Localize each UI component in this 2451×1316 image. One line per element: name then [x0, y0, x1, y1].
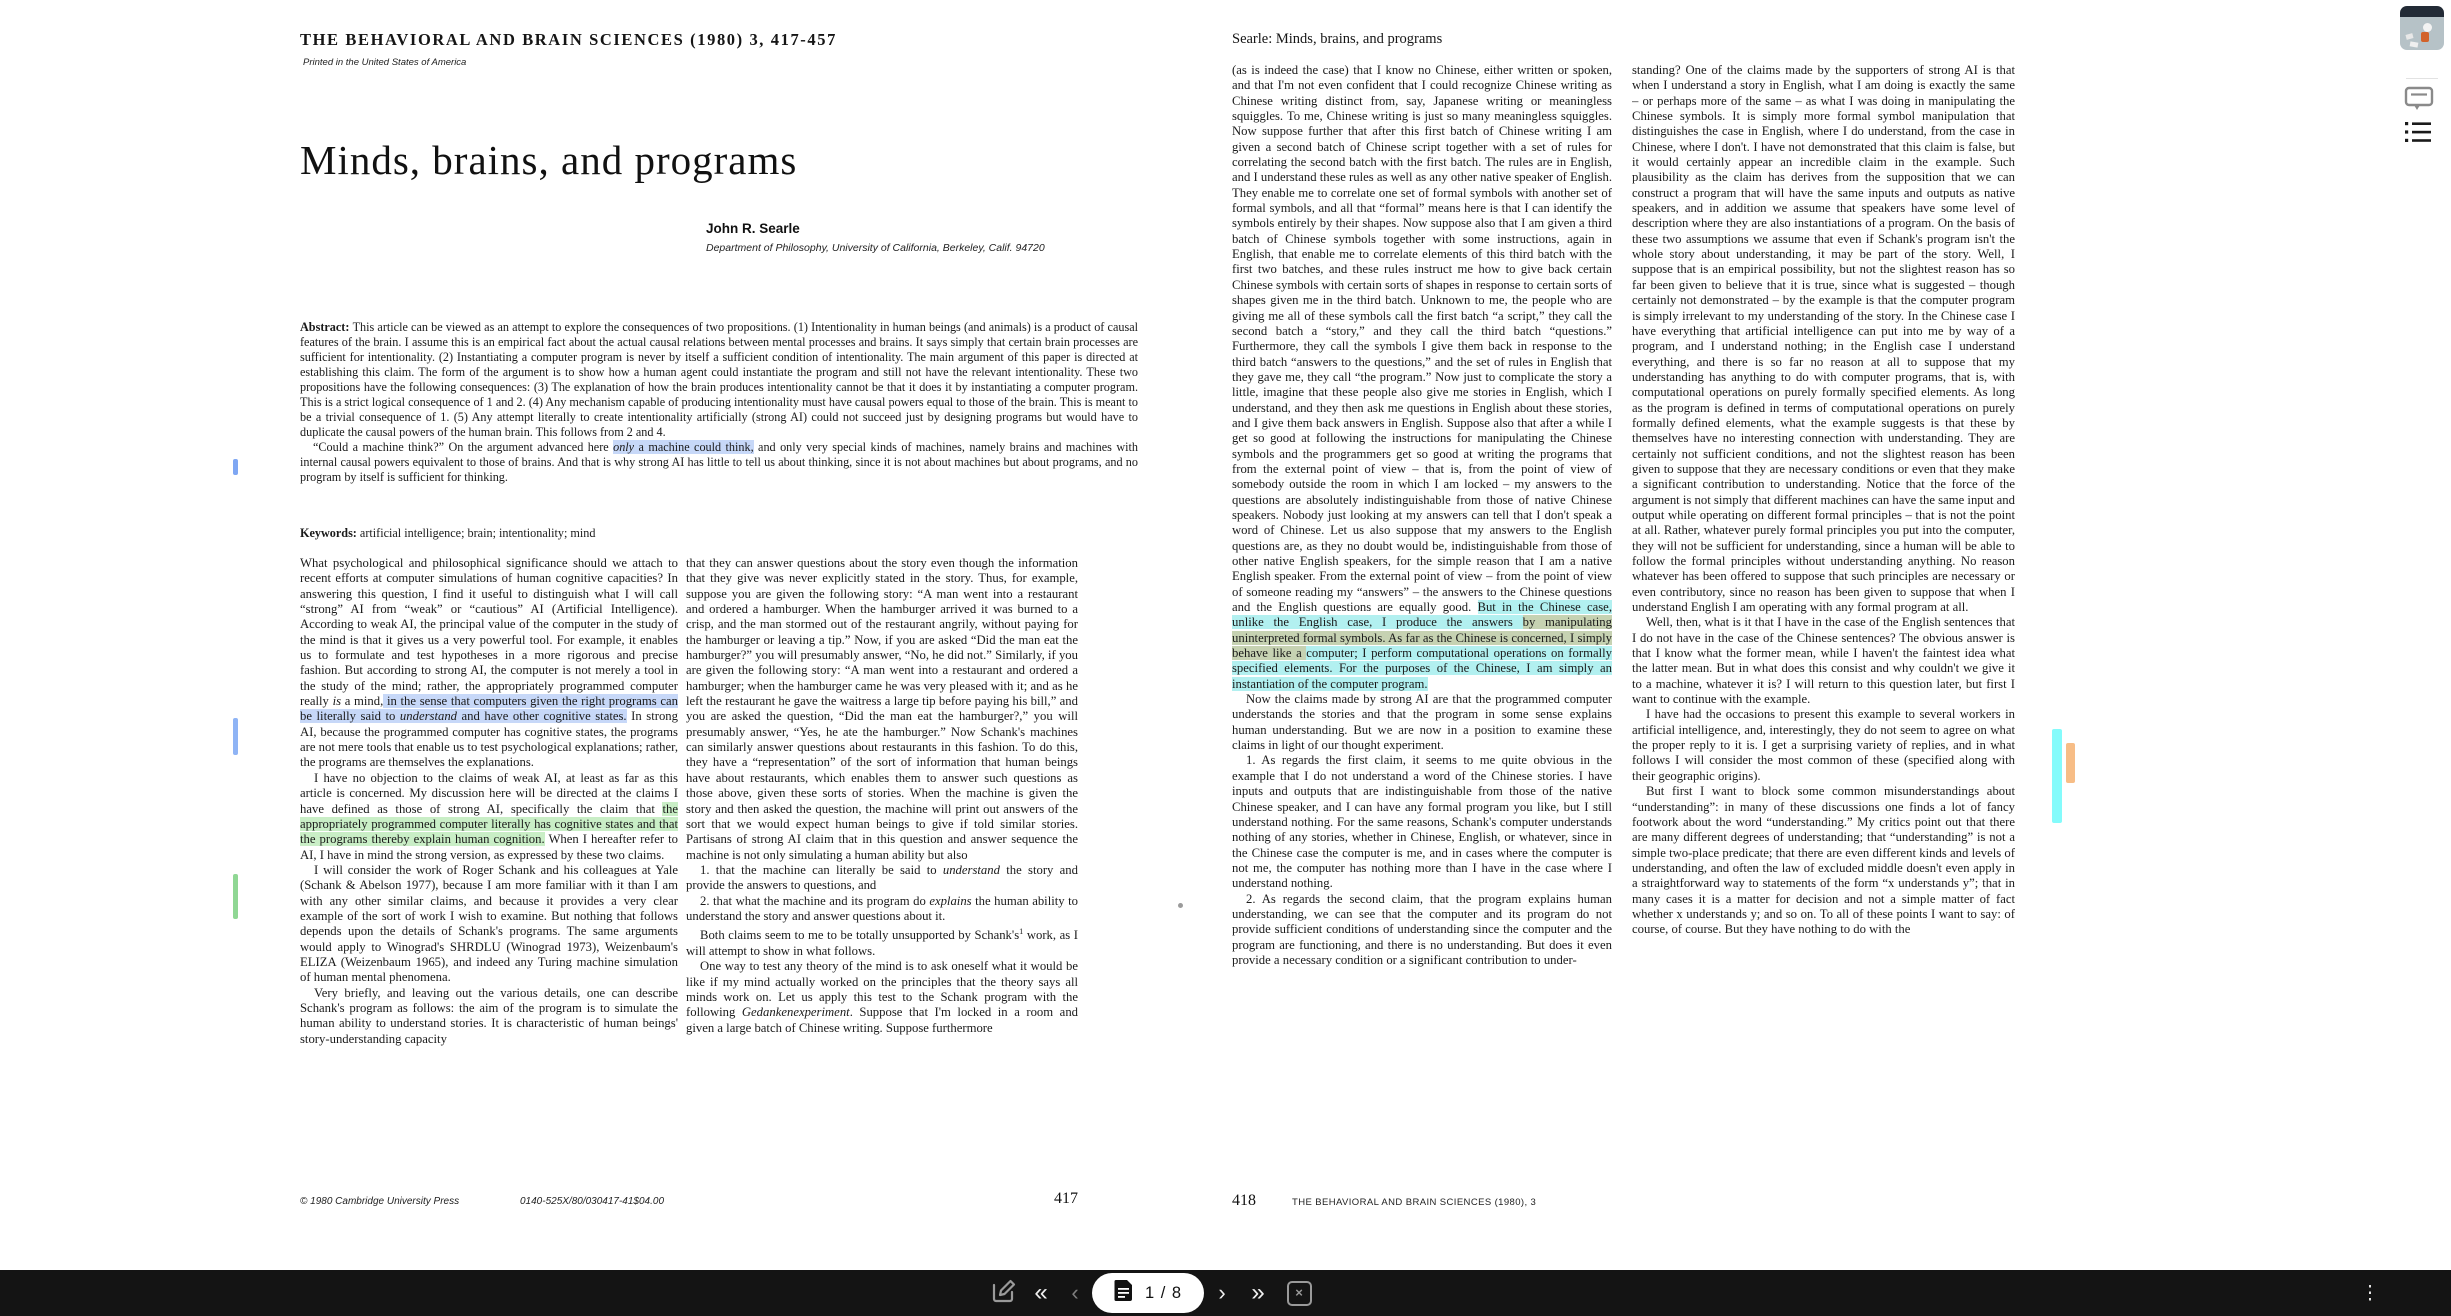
text-segment: I will consider the work of Roger Schank and his colleagues at Yale (Schank & Abelson 1977), because I am more familiar with it than I am with any other similar claims, and because it provides a very clear example of the sort of work I wish to examine. But nothing that follows depends upon the details of Schank's programs. The same arguments would apply to Winograd's SHRDLU (Winograd 1973), Weizenbaum's ELIZA (Weizenbaum 1965), and indeed any Turing machine simulation of human mental phenomena.	[300, 862, 678, 985]
paragraph	[1632, 63, 2015, 615]
highlighted-text[interactable]: computer; I perform computational operations on formally specified elements. For the purposes of the Chinese, I am simply an instantiation of the computer program.	[1232, 646, 1612, 691]
page-title: Minds, brains, and programs	[300, 137, 798, 183]
text-segment: This article can be viewed as an attempt to explore the consequences of two propositions. (1) Intentionality in human beings (and animals) is a product of causal features of the brain. I assume this is an empirical fact about the actual causal relations between mental processes and brains. It says simply that certain brain processes are sufficient for intentionality. (2) Instantiating a computer program is never by itself a sufficient condition of intentionality. The main argument of this paper is directed at establishing this claim. The form of the argument is to show how a human agent could instantiate the program and still not have the relevant intentionality. These two propositions have the following consequences: (3) The explanation of how the brain produces intentionality cannot be that it does it by instantiating a computer program. This is a strict logical consequence of 1 and 2. (4) Any mechanism capable of producing intentionality must have causal powers equal to those of the brain. This is meant to be a trivial consequence of 1. (5) Any attempt literally to create intentionality artificially (strong AI) could not succeed just by designing programs but would have to duplicate the causal powers of the human brain. This follows from 2 and 4.	[300, 320, 1138, 439]
chevron-left-icon: ‹	[1071, 1280, 1079, 1305]
paragraph	[1232, 753, 1612, 891]
text-segment: work, as I will attempt to show in what follows.	[686, 928, 1078, 958]
text-segment: I have had the occasions to present this example to several workers in artificial intelligence, and, interestingly, they do not seem to agree on what the proper reply to it is. I get a surprising variety of replies, and in what follows I will consider the most common of these (specified along with their geographic origins).	[1632, 707, 2015, 783]
annotation-indicator-blue[interactable]	[233, 718, 238, 755]
highlighted-text[interactable]: and have other cognitive states.	[457, 709, 627, 724]
text-segment: One way to test any theory of the mind is to ask oneself what it would be like if my mind actually worked on the principles that the theory says all minds work on. Let us apply this test to the Schank program with the following	[686, 959, 1078, 1020]
text-segment: “Could a machine think?” On the argument advanced here	[313, 440, 614, 454]
thumbnail-paper-scrap	[2405, 33, 2413, 40]
text-segment: . Suppose that I'm locked in a room and given a large batch of Chinese writing. Suppose furthermore	[686, 1005, 1078, 1035]
text-segment: Abstract:	[300, 320, 353, 334]
vertical-dots-icon: ⋮	[2360, 1282, 2380, 1304]
thumbnail-figure-body	[2421, 32, 2429, 42]
outline-list-icon	[2404, 131, 2432, 148]
paragraph	[686, 924, 1078, 959]
text-segment: Now the claims made by strong AI are that the programmed computer understands the stories and that the program in some sense explains human understanding. But we are now in a position to examine these claims in light of our thought experiment.	[1232, 692, 1612, 753]
overflow-menu-button[interactable]	[2352, 1270, 2388, 1316]
left-page-column-1	[300, 556, 678, 1174]
issn-code: 0140-525X/80/030417-41$04.00	[520, 1196, 665, 1207]
text-segment: that they can answer questions about the story even though the information that they give was never explicitly stated in the story. Thus, for example, suppose you are given the following story: “A man went into a restaurant and ordered a hamburger. When the hamburger arrived it was burned to a crisp, and the man stormed out of the restaurant angrily, without paying for the hamburger or leaving a tip.” Now, if you are asked “Did the man eat the hamburger?” you will presumably answer, “No, he did not.” Similarly, if you are given the following story: “A man went into a restaurant and ordered a hamburger; when the hamburger came he was very pleased with it; and as he left the restaurant he gave the waitress a large tip before paying his bill,” and you are asked the question, “Did the man eat the hamburger?,” you will presumably answer, “Yes, he ate the hamburger.” Now Schank's machines can similarly answer questions about restaurants in this fashion. To do this, they have a “representation” of the sort of information that human beings have about restaurants, which enables them to answer such questions as those above, given these sorts of stories. When the machine is given the story and then asked the question, the machine will print out answers of the sort that we would expect human beings to give if told similar stories. Partisans of strong AI claim that in this question and answer sequence the machine is not only simulating a human ability but also	[686, 556, 1078, 862]
text-segment: What psychological and philosophical significance should we attach to recent efforts at computer simulations of human cognitive capacities? In answering this question, I find it useful to distinguish what I will call “strong” AI from “weak” or “cautious” AI (Artificial Intelligence). According to weak AI, the principal value of the computer in the study of the mind is that it gives us a very powerful tool. For example, it enables us to formulate and test hypotheses in a more rigorous and precise fashion. But according to strong AI, the computer is not merely a tool in the study of the mind; rather, the appropriately programmed computer really	[300, 556, 678, 709]
paragraph	[1632, 615, 2015, 707]
paragraph	[686, 556, 1078, 863]
running-head: Searle: Minds, brains, and programs	[1232, 31, 1443, 47]
text-segment: is	[332, 694, 342, 709]
chevron-right-icon: ›	[1218, 1280, 1226, 1305]
text-segment: 1. that the machine can literally be said to	[700, 862, 943, 877]
paragraph	[686, 959, 1078, 1036]
highlighted-text[interactable]: only	[613, 440, 635, 454]
edit-annotation-icon	[990, 1278, 1016, 1309]
paragraph	[686, 894, 1078, 925]
next-page-button[interactable]	[1208, 1270, 1236, 1316]
paragraph	[300, 986, 678, 1047]
paragraph	[1632, 784, 2015, 937]
author-affiliation: Department of Philosophy, University of California, Berkeley, Calif. 94720	[706, 242, 1045, 254]
close-button[interactable]	[1282, 1270, 1316, 1316]
text-segment: explains	[929, 893, 972, 908]
text-segment: the human ability to understand the story and answer questions about it.	[686, 893, 1078, 923]
page-number-417: 417	[1054, 1190, 1078, 1207]
text-segment: (as is indeed the case) that I know no Chinese, either written or spoken, and that I'm not even confident that I could recognize Chinese writing as Chinese writing distinct from, say, Japanese writing or meaningless squiggles. To me, Chinese writing is just so many meaningless squiggles. Now suppose further that after this first batch of Chinese writing I am given a second batch of Chinese script together with a set of rules for correlating the second batch with the first batch. The rules are in English, and I understand these rules as well as any other native speaker of English. They enable me to correlate one set of formal symbols with another set of formal symbols, and all that “formal” means here is that I can identify the symbols entirely by their shapes. Now suppose also that I am given a third batch of Chinese symbols together with some instructions, again in English, that enable me to correlate elements of this third batch with the first two batches, and these rules instruct me how to give back certain Chinese symbols with certain sorts of shapes in response to certain sorts of shapes given me in the third batch. Unknown to me, the people who are giving me all of these symbols call the first batch “a script,” they call the second batch a “story,” and they call the third batch “questions.” Furthermore, they call the symbols I give them back in response to the third batch “answers to the questions,” and the set of rules in English that they gave me, they call “the program.” Now just to complicate the story a little, imagine that these people also give me stories in English, which I understand, and they then ask me questions in English about these stories, and I give them back answers in English. Suppose also that after a while I get so good at following the instructions for manipulating the Chinese symbols and the programmers get so good at writing the programs that from the external point of view – that is, from the point of view of somebody outside the room in which I am locked – my answers to the questions are absolutely indistinguishable from those of native Chinese speakers. Nobody just looking at my answers can tell that I don't speak a word of Chinese. Let us also suppose that my answers to the English questions are, as they no doubt would be, indistinguishable from those of other native English speakers, for the simple reason that I am a native English speaker. From the external point of view – from the point of view of someone reading my “answers” – the answers to the Chinese questions and the English questions are equally good.	[1232, 63, 1612, 615]
text-segment: 2. that what the machine and its program do	[700, 893, 930, 908]
paragraph	[300, 863, 678, 986]
prev-page-button[interactable]	[1062, 1270, 1088, 1316]
highlighted-text[interactable]: by manipulating uninterpreted formal symbols. As far as the Chinese is concerned, I simply behave like a	[1232, 615, 1612, 661]
comment-button[interactable]	[2404, 86, 2434, 117]
paragraph	[1232, 63, 1612, 692]
text-segment: I have no objection to the claims of weak AI, at least as far as this article is concerned. My discussion here will be directed at the claims I have defined as those of strong AI, specifically the claim that	[300, 770, 678, 816]
text-segment: standing? One of the claims made by the supporters of strong AI is that when I understand a story in English, what I am doing is exactly the same – or perhaps more of the same – as what I was doing in manipulating the Chinese symbols. It is simply more formal symbol manipulation that distinguishes the case in English, where I do understand, from the case in Chinese, where I don't. I have not demonstrated that this claim is false, but it would certainly appear an incredible claim in the example. Such plausibility as the claim has derives from the supposition that we can construct a program that will have the same inputs and outputs as native speakers, and in addition we assume that speakers have some level of description where they are also instantiations of a program. On the basis of these two assumptions we assume that even if Schank's program isn't the whole story about understanding, it may be part of the story. Well, I suppose that is an empirical possibility, but not the slightest reason has so far been given to believe that it is true, since what is suggested – though certainly not demonstrated – by the example is that the computer program is simply irrelevant to my understanding of the story. In the Chinese case I have everything that artificial intelligence can put into me by way of a program, and I understand nothing; in the English case I understand everything, and there is so far no reason at all to suppose that my understanding has anything to do with computer programs, that is, with computational operations on purely formally specified elements. As long as the program is defined in terms of computational operations on purely formally defined elements, what the example suggests is that these by themselves have no interesting connection with understanding. They are certainly not sufficient conditions, and not the slightest reason has been given to suppose that they are necessary conditions or even that they make a significant contribution to understanding. Notice that the force of the argument is not simply that different machines can have the same input and output while operating on different formal principles – that is not the point at all. Rather, whatever purely formal principles you put into the computer, they will not be sufficient for understanding, since a human will be able to follow the formal principles without understanding anything. No reason whatever has been offered to suppose that such principles are necessary or even contributory, since no reason has been given to suppose that when I understand English I am operating with any formal program at all.	[1632, 63, 2015, 615]
copyright-notice: © 1980 Cambridge University Press	[300, 1196, 460, 1207]
paragraph	[1632, 707, 2015, 784]
paragraph	[300, 556, 678, 771]
highlighted-text[interactable]: a machine could think,	[634, 440, 754, 454]
paragraph	[1232, 692, 1612, 753]
left-page-column-2	[686, 556, 1078, 1174]
close-box-icon: ×	[1287, 1281, 1312, 1306]
page-thumbnail-image[interactable]	[2400, 6, 2444, 50]
last-page-button[interactable]	[1242, 1270, 1274, 1316]
journal-footer-line: THE BEHAVIORAL AND BRAIN SCIENCES (1980), 3	[1292, 1197, 1537, 1208]
left-page-footer	[300, 1190, 1078, 1207]
text-segment: 1	[1019, 927, 1024, 937]
text-segment: artificial intelligence; brain; intentionality; mind	[359, 526, 596, 541]
text-segment: Both claims seem to me to be totally unsupported by Schank's	[700, 928, 1020, 943]
printed-note: Printed in the United States of America	[303, 57, 467, 68]
text-segment: Very briefly, and leaving out the various details, one can describe Schank's program as follows: the aim of the program is to simulate the human ability to understand stories. It is characteristic of human beings' story-understanding capacity	[300, 985, 678, 1046]
page-number-418: 418	[1232, 1192, 1256, 1209]
right-page-column-2	[1632, 63, 2015, 1173]
viewer-toolbar	[0, 1270, 2451, 1316]
annotate-button[interactable]	[986, 1270, 1020, 1316]
annotation-indicator-orange[interactable]	[2066, 743, 2075, 783]
annotation-indicator-blue-abstract[interactable]	[233, 459, 238, 475]
paragraph	[300, 526, 1138, 541]
page-indicator-label: 1 / 8	[1144, 1283, 1183, 1302]
highlighted-text[interactable]: the appropriately programmed computer literally has cognitive states and that the programs thereby explain human cognition.	[300, 801, 678, 847]
thumbnail-paper-scrap	[2410, 41, 2419, 47]
highlighted-text[interactable]: understand	[399, 709, 457, 724]
paragraph	[1232, 892, 1612, 969]
text-segment: Keywords:	[300, 526, 360, 541]
document-page-icon	[1114, 1279, 1133, 1307]
text-segment: In strong AI, because the programmed computer has cognitive states, the programs are not mere tools that enable us to test psychological explanations; rather, the programs are themselves the explanations.	[300, 709, 678, 770]
comment-icon	[2404, 99, 2434, 116]
text-segment: But first I want to block some common misunderstandings about “understanding”: in many of these discussions one finds a lot of fancy footwork about the word “understanding.” My critics point out that there are many different degrees of understanding; that “understanding” is not a simple two-place predicate; that there are even different kinds and levels of understanding, and often the law of excluded middle doesn't even apply in a straightforward way to statements of the form “x understands y”; that in many cases it is a matter for decision and not a simple matter of fact whether x understands y; and so on. To all of these points I want to say: of course, of course. But they have nothing to do with the	[1632, 784, 2015, 937]
keywords	[300, 514, 1138, 553]
text-segment: a mind,	[341, 694, 384, 709]
paragraph	[300, 320, 1138, 440]
text-segment: understand	[942, 862, 1000, 877]
outline-button[interactable]	[2404, 120, 2432, 149]
paragraph	[300, 440, 1138, 485]
text-segment: When I hereafter refer to AI, I have in mind the strong version, as expressed by these two claims.	[300, 832, 678, 862]
annotation-indicator-green[interactable]	[233, 874, 238, 919]
double-chevron-right-icon: »	[1251, 1279, 1265, 1306]
first-page-button[interactable]	[1026, 1270, 1056, 1316]
author-name: John R. Searle	[706, 221, 800, 236]
annotation-indicator-cyan[interactable]	[2052, 729, 2062, 823]
thumbnail-figure-head	[2423, 23, 2432, 32]
right-page-footer	[1232, 1192, 2015, 1210]
side-panel-divider	[2406, 78, 2438, 79]
text-segment: the story and provide the answers to questions, and	[686, 862, 1078, 893]
page-indicator-pill[interactable]	[1092, 1273, 1204, 1313]
highlighted-text[interactable]: in the sense that computers given the right programs can be literally said to	[300, 694, 678, 724]
right-page-column-1	[1232, 63, 1612, 1173]
journal-header: THE BEHAVIORAL AND BRAIN SCIENCES (1980) 3, 417-457	[300, 30, 837, 49]
text-segment: and only very special kinds of machines, namely brains and machines with internal causal powers equivalent to those of brains. And that is why strong AI has little to tell us about thinking, since it is not about machines but about programs, and no program by itself is sufficient for thinking.	[300, 440, 1138, 484]
double-chevron-left-icon: «	[1034, 1279, 1048, 1306]
text-segment: Well, then, what is it that I have in the case of the English sentences that I do not have in the case of the Chinese sentences? The obvious answer is that I know what the former mean, while I haven't the faintest idea what the latter mean. But in what does this consist and why couldn't we give it to a machine, whatever it is? I will return to this question later, but first I want to continue with the example.	[1632, 615, 2015, 707]
cursor-speck	[1178, 903, 1183, 908]
abstract	[300, 320, 1138, 485]
paragraph	[686, 863, 1078, 894]
text-segment: Gedankenexperiment	[741, 1005, 850, 1020]
highlighted-text[interactable]: But in the Chinese case, unlike the English case, I produce the answers	[1232, 600, 1612, 630]
text-segment: 1. As regards the first claim, it seems to me quite obvious in the example that I do not understand a word of the Chinese stories. I have inputs and outputs that are indistinguishable from those of the native Chinese speaker, and I can have any formal program you like, but I still understand nothing. For the same reasons, Schank's computer understands nothing of any stories, whether in Chinese, English, or whatever, since in the Chinese case the computer is me, and in cases where the computer is not me, the computer has nothing more than I have in the case where I understand nothing.	[1232, 753, 1612, 891]
paragraph	[300, 771, 678, 863]
text-segment: 2. As regards the second claim, that the program explains human understanding, we can see that the computer and its program do not provide sufficient conditions of understanding since the computer and the program are functioning, and there is no understanding. But does it even provide a necessary condition or a significant contribution to under-	[1232, 891, 1612, 967]
